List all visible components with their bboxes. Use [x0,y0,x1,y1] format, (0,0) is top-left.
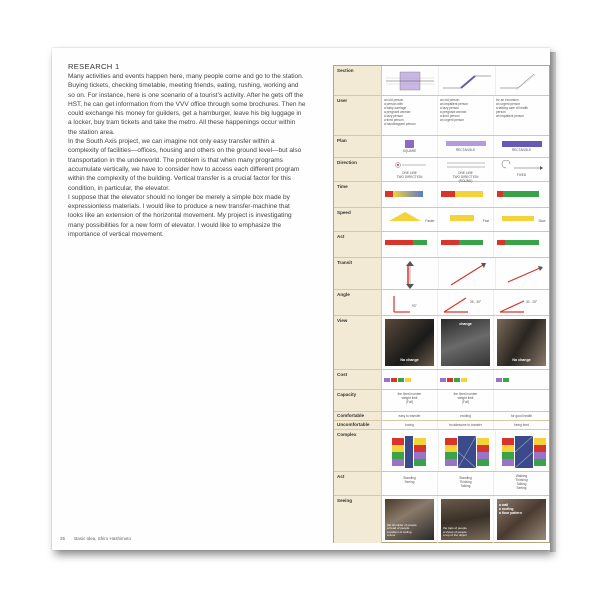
section-diagram-1 [382,66,439,95]
uncomfortable-cell-1: boring [405,423,414,427]
row-section [334,66,549,96]
uncomfortable-cell-2: troublesome to transfer [449,423,482,427]
seeing-photo-1 [385,499,434,540]
row-speed [334,208,549,232]
row-comfortable [334,412,549,421]
complex-cell-3 [496,430,552,471]
row-label: Time [334,182,382,207]
research-table [333,65,550,543]
view-caption-2: change [459,322,472,326]
speed-label-3: Slow [538,219,546,223]
row-view [334,316,549,370]
row-label: Direction [334,158,382,181]
direction-cell-3 [494,158,549,181]
row-label: Cost [334,370,382,389]
view-photo-3 [497,319,546,366]
comfortable-cell-1: easy to transfer [398,414,421,418]
time-cell-1 [382,182,438,207]
plan-cell-3 [494,136,549,157]
view-cell-1 [382,316,438,369]
row-label: Section [334,66,382,95]
row-uncomfortable [334,421,549,430]
row-label: Act [334,472,382,495]
paragraph-3: I suppose that the elevator should no longer be merely a simple box made by expressionless materials. I would like to produce a new transfer-machine that looks like an extension of the horizontal movement. My project is investigating many possibilities for a new form of elevator. I would like to emphasize the importance of vertical movement. [68,193,292,239]
speed-label-1: Faster [425,219,435,223]
cost-cell-2 [438,370,494,389]
row-label: Plan [334,136,382,157]
transit-cell-2 [439,258,496,289]
row-label: Act [334,232,382,257]
complex-cell-1 [382,430,439,471]
row-label: Capacity [334,390,382,411]
page-number: 35 [60,536,66,541]
row-label: Comfortable [334,412,382,420]
row-label: Transit [334,258,382,289]
capacity-cell-1: the fixed number weight limit (Full) [397,392,422,404]
user-cell-2: an old person an impatient person a lazy person a pregnant woman a tired person an urgent person [440,98,468,122]
angle-cell-3 [494,290,549,315]
act2-cell-2: Standing Thinking Talking [459,476,472,488]
comfortable-cell-3: for good health [510,414,533,418]
angle-label-1: 90° [412,304,417,308]
seeing-caption-1: the shoulder of people a head of people a pattern of ceiling a door [387,522,417,538]
row-label: Seeing [334,496,382,543]
row-plan [334,136,549,158]
angle-label-2: 35 - 30° [470,300,482,304]
plan-cell-2 [438,136,494,157]
row-label: Angle [334,290,382,315]
row-label: Complex [334,430,382,471]
view-cell-2 [438,316,494,369]
capacity-cell-2: the fixed number weight limit (Full) [453,392,478,404]
time-cell-3 [494,182,549,207]
user-cell-3: for an excursion an urgent person a talking care of health person an impatient person [496,98,529,118]
row-transit [334,258,549,290]
direction-label-1: ONE LINE TWO DIRECTION [396,171,423,179]
row-seeing [334,496,549,543]
time-bar-red [385,191,393,197]
plan-label-2: RECTANGLE [455,148,476,152]
book-page [52,48,550,550]
row-act [334,232,549,258]
speed-label-2: Fast [482,219,490,223]
complex-cell-2 [439,430,496,471]
row-label: Speed [334,208,382,231]
direction-cell-2 [438,158,494,181]
row-label: Uncomfortable [334,421,382,429]
plan-label-3: RECTANGLE [511,148,532,152]
seeing-caption-2: the tops of people a shoes of people a top of the object [443,526,467,538]
direction-label-2: ONE LINE TWO DIRECTION (ROUND) [452,171,479,183]
seeing-cell-2 [438,496,494,543]
time-cell-2 [438,182,494,207]
plan-cell-1 [382,136,438,157]
uncomfortable-cell-3: being tired [514,423,529,427]
paragraph-1: Many activities and events happen here, many people come and go to the station. Buying tickets, checking timetable, meeting friends, eating, rushing, working and so on. For instance, here is one scenario of a tourist's activity. After he gets off the HST, he can get information from the VVV office through some brochures. Then he could exchange his money for guilders, get a hamburger, leave his big luggage in a locker, buy tram tickets and take the metro. All these happenings occur within the station area. [68,73,306,136]
direction-label-3: FIXED [516,173,527,177]
section-diagram-3 [496,66,552,95]
angle-label-3: 30 - 25° [526,300,538,304]
act-cell-2 [438,232,494,257]
row-label: View [334,316,382,369]
article-column [68,62,306,239]
row-angle [334,290,549,316]
act2-cell-1: Standing Seeing [403,476,416,484]
transit-cell-3 [496,258,552,289]
view-photo-1 [385,319,434,366]
act-cell-3 [494,232,549,257]
row-direction [334,158,549,182]
view-photo-2 [441,319,490,366]
seeing-cell-1 [382,496,438,543]
angle-cell-1 [382,290,438,315]
transit-cell-1 [382,258,439,289]
cost-cell-1 [382,370,438,389]
speed-cell-3 [494,208,549,231]
row-time [334,182,549,208]
row-act-2 [334,472,549,496]
seeing-cell-3 [494,496,549,543]
row-cost [334,370,549,390]
article-body [68,72,306,239]
direction-cell-1 [382,158,438,181]
act2-cell-3: Walking Thinking Talking Seeing [515,474,528,490]
speed-cell-1 [382,208,438,231]
row-complex [334,430,549,472]
row-capacity [334,390,549,412]
comfortable-cell-2: exciting [460,414,471,418]
article-title: RESEARCH 1 [68,62,120,71]
seeing-photo-2 [441,499,490,540]
user-cell-1: an old person a person with a baby-carriage a pregnant woman a lazy person a tired person a handicapped person [384,98,416,126]
section-diagram-2 [439,66,496,95]
paragraph-2: In the South Axis project, we can imagine not only easy transfer within a complexity of facilities—offices, housing and others on the ground level—but also transportation in the underworld. The problem is that when many programs accumulate vertically, we have to consider how to access each different program within the complexity of the building. Vertical transfer is a crucial factor for this condition, in particular, the elevator. [68,138,302,192]
angle-cell-2 [438,290,494,315]
plan-label-1: SQUARE [402,149,417,153]
row-label: User [334,96,382,135]
row-user [334,96,549,136]
view-caption-1: No change [400,358,419,362]
cost-cell-3 [494,370,549,389]
page-footer [60,536,139,541]
speed-cell-2 [438,208,494,231]
footer-section: Basic Idea, Shiro Hashimoto [74,536,132,541]
seeing-photo-3 [497,499,546,540]
act-cell-1 [382,232,438,257]
seeing-caption-3: a wall a roofing a floor pattern [499,503,522,515]
view-cell-3 [494,316,549,369]
time-bar-gradient [393,191,423,197]
view-caption-3: No change [512,358,531,362]
